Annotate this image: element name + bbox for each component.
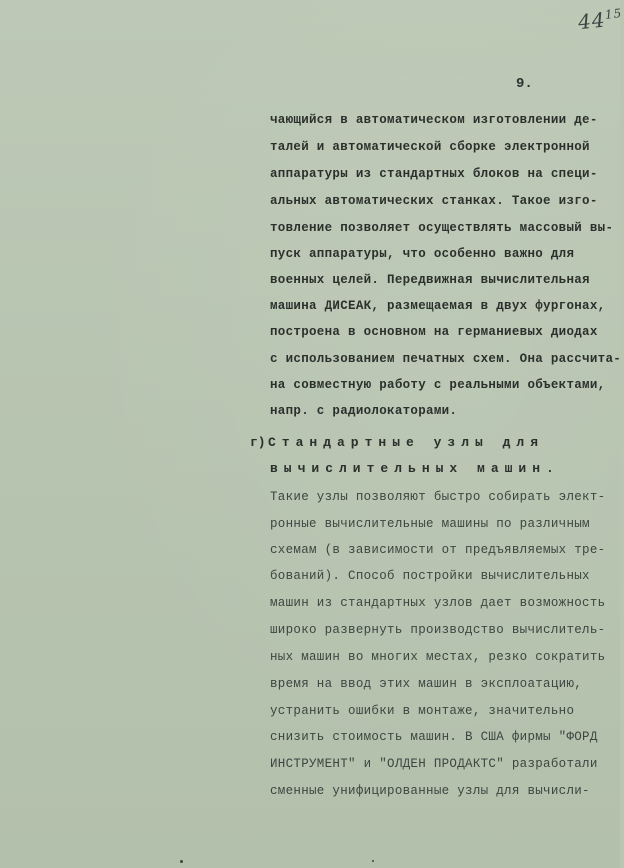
text-line: с использованием печатных схем. Она рассчита- (270, 352, 622, 366)
text-line: широко развернуть производство вычислитель- (270, 623, 606, 637)
scan-speck (372, 860, 374, 862)
text-line: талей и автоматической сборке электронной (270, 140, 590, 154)
handwritten-page-mark (577, 6, 624, 35)
section-heading-line-1: Стандартные узлы для (268, 435, 545, 450)
text-line: ных машин во многих местах, резко сократить (270, 650, 606, 664)
text-line: машина ДИСЕАК, размещаемая в двух фургонах, (270, 299, 606, 313)
text-line: пуск аппаратуры, что особенно важно для (270, 247, 575, 261)
text-line: схемам (в зависимости от предъявляемых тре- (270, 543, 606, 557)
text-line: товление позволяет осуществлять массовый вы- (270, 221, 614, 235)
text-line: снизить стоимость машин. В США фирмы "ФОРД (270, 730, 598, 744)
text-line: Такие узлы позволяют быстро собирать элект- (270, 490, 606, 504)
text-line: машин из стандартных узлов дает возможность (270, 596, 606, 610)
scan-speck (180, 860, 183, 863)
section-marker: г) (250, 435, 266, 450)
text-line: альных автоматических станках. Такое изго- (270, 194, 598, 208)
text-line: построена в основном на германиевых диодах (270, 325, 598, 339)
text-line: военных целей. Передвижная вычислительная (270, 273, 590, 287)
text-line: устранить ошибки в монтаже, значительно (270, 704, 575, 718)
text-line: на совместную работу с реальными объектами, (270, 378, 606, 392)
text-line: время на ввод этих машин в эксплоатацию, (270, 677, 583, 691)
text-line: ронные вычислительные машины по различным (270, 517, 590, 531)
text-line: бований). Способ постройки вычислительных (270, 569, 590, 583)
page-number: 9. (516, 76, 533, 92)
section-heading-line-2: вычислительных машин. (270, 461, 560, 476)
handwritten-page-mark-number: 44 (576, 7, 607, 35)
text-line: аппаратуры из стандартных блоков на специ- (270, 167, 598, 181)
text-line: чающийся в автоматическом изготовлении де- (270, 113, 598, 127)
text-line: сменные унифицированные узлы для вычисли- (270, 784, 590, 798)
handwritten-page-mark-superscript: 15 (604, 6, 623, 22)
text-line: ИНСТРУМЕНТ" и "ОЛДЕН ПРОДАКТС" разработали (270, 757, 598, 771)
text-line: напр. с радиолокаторами. (270, 404, 458, 418)
